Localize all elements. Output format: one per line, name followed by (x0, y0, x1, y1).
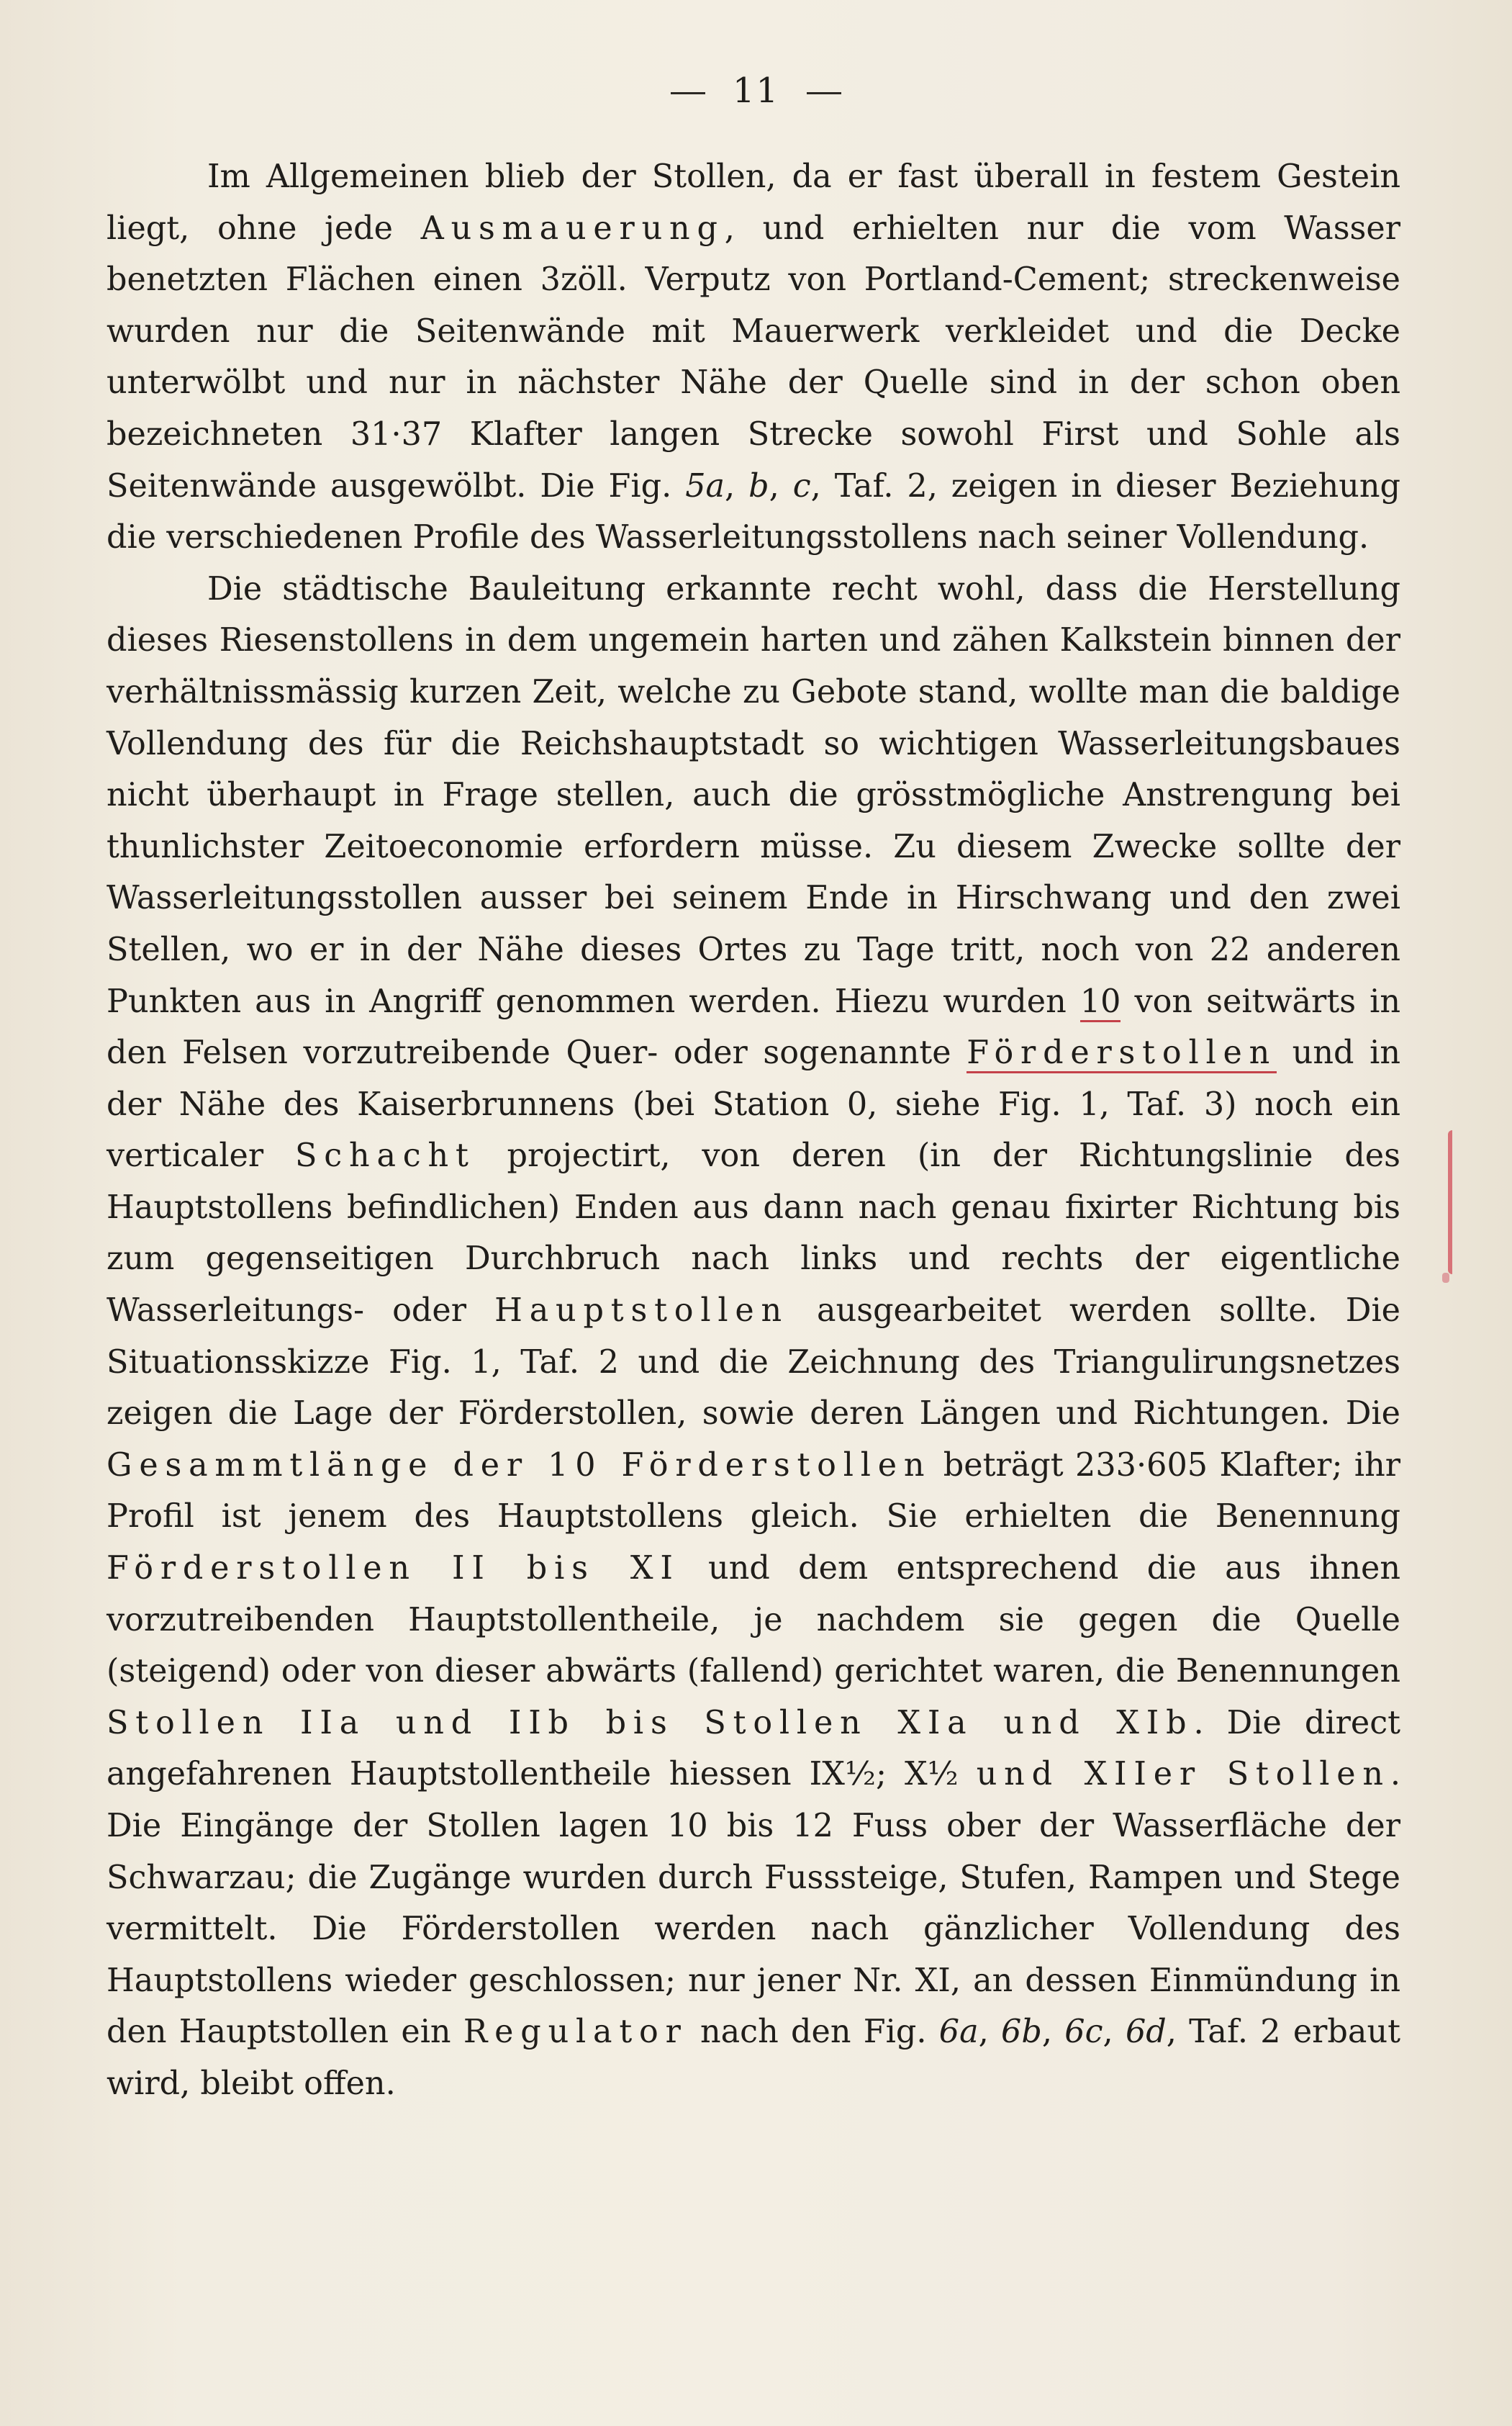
italic-reference: 6a (938, 2014, 979, 2051)
text-run: ausgearbeitet werden sollte. Die Situationsskizze Fig. 1, Taf. 2 und die Zeichnung des Triangulirungsnetzes zeigen die Lage der Förderstollen, sowie deren Längen und Richtungen. Die (107, 1292, 1401, 1433)
paragraph-2 (107, 564, 1400, 2110)
text-run: . Die direct angefahrenen Hauptstollentheile hiessen IX½; X½ (107, 1704, 1401, 1793)
body-text (107, 151, 1400, 2110)
italic-reference: 6b (1001, 2014, 1042, 2051)
text-run: , (978, 2014, 1002, 2051)
page-header (0, 71, 1512, 111)
text-run: projectirt, von deren (in der Richtungslinie des Hauptstollens befindlichen) Enden aus dann nach genau fixirter Richtung bis zum gegenseitigen Durchbruch nach links und rechts der eigentliche Wasserleitungs- oder (107, 1137, 1400, 1330)
text-run: , Taf. 2 erbaut wird, bleibt offen. (107, 2014, 1400, 2102)
margin-pencil-tick (1442, 1273, 1449, 1283)
spaced-emphasis: Ausmauerung (420, 209, 725, 247)
text-run: , (1103, 2014, 1126, 2051)
page-number: 11 (732, 71, 780, 111)
spaced-emphasis: Gesammtlänge der 10 Förderstollen (107, 1446, 932, 1484)
spaced-emphasis: Schacht (295, 1137, 476, 1175)
header-dash-right (807, 92, 841, 94)
text-run: beträgt 233·605 Klafter; ihr Profil ist jenem des Hauptstollens gleich. Sie erhielten die Benennung (107, 1446, 1401, 1536)
italic-reference: 6c (1064, 2014, 1103, 2051)
text-run: , (769, 467, 793, 505)
margin-pencil-mark (1448, 1130, 1461, 1274)
header-dash-left (671, 92, 705, 94)
italic-reference: b (748, 467, 769, 505)
text-run: , und erhielten nur die vom Wasser benetzten Flächen einen 3zöll. Verputz von Portland-Cement; streckenweise wurden nur die Seitenwände mit Mauerwerk verkleidet und die Decke unterwölbt und nur in nächster Nähe der Quelle sind in der schon oben bezeichneten 31·37 Klafter langen Strecke sowohl First und Sohle als Seitenwände ausgewölbt. Die Fig. (107, 209, 1400, 505)
text-run: Im Allgemeinen blieb der Stollen, da er fast überall in festem Gestein liegt, ohne jede (107, 158, 1400, 247)
spaced-emphasis: Förderstollen II bis XI (107, 1550, 680, 1587)
text-run: von seitwärts in den Felsen vorzutreibende Quer- oder sogenannte (107, 983, 1400, 1072)
spaced-emphasis: Hauptstollen (494, 1292, 789, 1330)
spaced-emphasis: und XIIer Stollen (976, 1756, 1390, 1793)
text-run: Die städtische Bauleitung erkannte recht wohl, dass die Herstellung dieses Riesenstollens in dem ungemein harten und zähen Kalkstein binnen der verhältnissmässig kurzen Zeit, welche zu Gebote stand, wollte man die baldige Vollendung des für die Reichshauptstadt so wichtigen Wasserleitungsbaues nicht überhaupt in Frage stellen, auch die grösstmögliche Anstrengung bei thunlichster Zeitoeconomie erfordern müsse. Zu diesem Zwecke sollte der Wasserleitungsstollen ausser bei seinem Ende in Hirschwang und den zwei Stellen, wo er in der Nähe dieses Ortes zu Tage tritt, noch von 22 anderen Punkten aus in Angriff genommen werden. Hiezu wurden (107, 570, 1400, 1020)
text-run: nach den Fig. (687, 2014, 939, 2051)
text-run: , Taf. 2, zeigen in dieser Beziehung die verschiedenen Profile des Wasserleitungsstollens nach seiner Vollendung. (107, 467, 1400, 556)
italic-reference: c (792, 467, 811, 505)
text-run: und dem entsprechend die aus ihnen vorzutreibenden Hauptstollentheile, je nachdem sie gegen die Quelle (steigend) oder von dieser abwärts (fallend) gerichtet waren, die Benennungen (107, 1550, 1400, 1690)
red-underlined-text: 10 (1080, 983, 1121, 1022)
spaced-emphasis: Stollen IIa und IIb bis Stollen XIa und XIb (107, 1704, 1194, 1741)
text-run: . Die Eingänge der Stollen lagen 10 bis 12 Fuss ober der Wasserfläche der Schwarzau; die Zugänge wurden durch Fusssteige, Stufen, Rampen und Stege vermittelt. Die Förderstollen werden nach gänzlicher Vollendung des Hauptstollens wieder geschlossen; nur jener Nr. XI, an dessen Einmündung in den Hauptstollen ein (107, 1756, 1400, 2051)
italic-reference: 6d (1125, 2014, 1167, 2051)
italic-reference: 5a (685, 467, 725, 505)
text-run: , (725, 467, 749, 505)
spaced-emphasis: Regulator (463, 2014, 688, 2051)
red-underlined-spaced-emphasis: Förderstollen (966, 1034, 1277, 1073)
text-run: und in der Nähe des Kaiserbrunnens (bei Station 0, siehe Fig. 1, Taf. 3) noch ein verticaler (107, 1034, 1400, 1175)
text-run: , (1041, 2014, 1065, 2051)
paragraph-1 (107, 151, 1400, 564)
